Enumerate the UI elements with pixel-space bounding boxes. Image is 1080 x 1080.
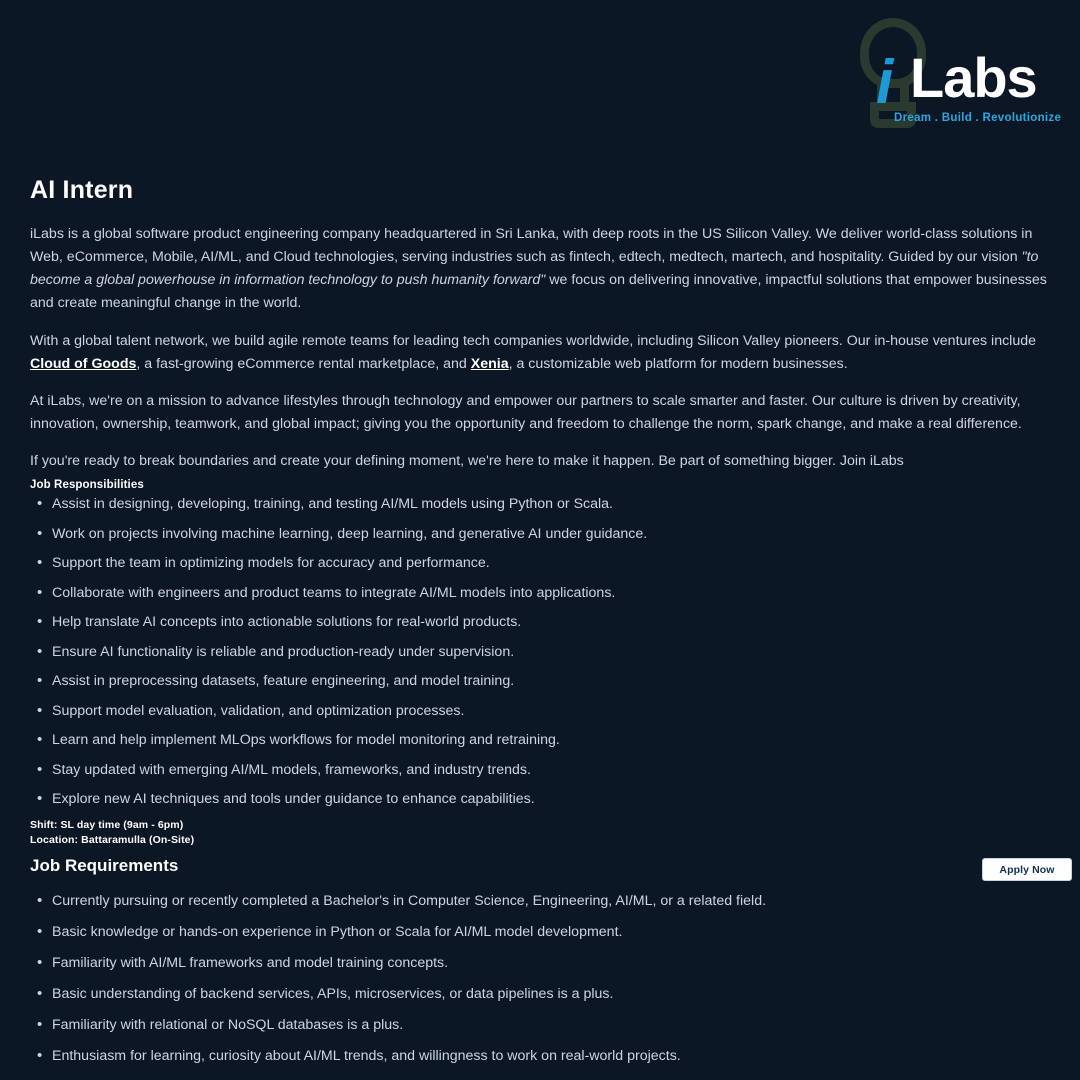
logo-word-labs: Labs (910, 46, 1037, 109)
intro-paragraph-3: At iLabs, we're on a mission to advance lifestyles through technology and empower our partners to scale smarter and faster. Our culture is driven by creativity, innovation, ownership, teamwork, and global impact; giving you the opportunity and freedom to challenge the norm, spark change, and make a real difference. (30, 392, 1022, 432)
list-item: • Currently pursuing or recently completed a Bachelor's in Computer Science, Engineering, AI/ML, or a related field. (52, 890, 1066, 921)
shift-info: Shift: SL day time (9am - 6pm) (30, 818, 184, 831)
list-item: • Familiarity with AI/ML frameworks and model training concepts. (52, 952, 1066, 983)
intro-p2-text-b: , a fast-growing eCommerce rental marketplace, and (136, 355, 471, 372)
logo-letter-i: i (876, 48, 893, 117)
requirements-list (30, 890, 1066, 1076)
list-item: • Assist in preprocessing datasets, feature engineering, and model training. (52, 670, 1066, 700)
intro-p2-text-a: With a global talent network, we build agile remote teams for leading tech companies worldwide, including Silicon Valley pioneers. Our in-house ventures include (30, 332, 1037, 349)
list-item: • Basic knowledge or hands-on experience in Python or Scala for AI/ML model development. (52, 921, 1066, 952)
intro-paragraph-4: If you're ready to break boundaries and create your defining moment, we're here to make it happen. Be part of something bigger. Join iLabs (30, 453, 904, 470)
link-xenia[interactable]: Xenia (470, 355, 509, 372)
intro-paragraph-2 (30, 330, 1066, 376)
list-item: • Collaborate with engineers and product teams to integrate AI/ML models into applications. (52, 582, 1066, 612)
location-info: Location: Battaramulla (On-Site) (30, 833, 195, 846)
list-item: • Learn and help implement MLOps workflows for model monitoring and retraining. (52, 729, 1066, 759)
list-item: • Enthusiasm for learning, curiosity about AI/ML trends, and willingness to work on real-world projects. (52, 1045, 1066, 1076)
intro-p2-text-c: , a customizable web platform for modern businesses. (508, 355, 848, 372)
link-cloud-of-goods[interactable]: Cloud of Goods (30, 355, 137, 372)
responsibilities-heading: Job Responsibilities (30, 479, 144, 492)
responsibilities-list (30, 493, 1066, 818)
list-item: • Work on projects involving machine learning, deep learning, and generative AI under guidance. (52, 523, 1066, 553)
logo-wordmark (868, 44, 1062, 124)
requirements-heading: Job Requirements (30, 856, 179, 876)
list-item: • Basic understanding of backend services, APIs, microservices, or data pipelines is a plus. (52, 983, 1066, 1014)
list-item: • Explore new AI techniques and tools under guidance to enhance capabilities. (52, 788, 1066, 818)
page-title: AI Intern (30, 176, 134, 204)
intro-p1-text-a: iLabs is a global software product engineering company headquartered in Sri Lanka, with deep roots in the US Silicon Valley. We deliver world-class solutions in Web, eCommerce, Mobile, AI/ML, and Cloud technologies, serving industries such as fintech, edtech, medtech, martech, and hospitality. Guided by our vision (30, 226, 1033, 266)
apply-now-button[interactable]: Apply Now (982, 858, 1072, 881)
intro-paragraph-1 (30, 223, 1066, 316)
list-item: • Assist in designing, developing, training, and testing AI/ML models using Python or Scala. (52, 493, 1066, 523)
list-item: • Familiarity with relational or NoSQL databases is a plus. (52, 1014, 1066, 1045)
intro-p1-text-b: we focus on delivering innovative, impactful solutions that empower businesses and create meaningful change in the world. (30, 272, 1047, 312)
list-item: • Help translate AI concepts into actionable solutions for real-world products. (52, 611, 1066, 641)
list-item: • Ensure AI functionality is reliable and production-ready under supervision. (52, 641, 1066, 671)
list-item: • Support model evaluation, validation, and optimization processes. (52, 700, 1066, 730)
job-content (30, 176, 1066, 1076)
ilabs-logo (856, 14, 1062, 144)
list-item: • Support the team in optimizing models for accuracy and performance. (52, 552, 1066, 582)
list-item: • Stay updated with emerging AI/ML models, frameworks, and industry trends. (52, 759, 1066, 789)
vision-statement: "to become a global powerhouse in information technology to push humanity forward" (30, 249, 1039, 289)
logo-tagline: Dream . Build . Revolutionize (894, 112, 1062, 124)
